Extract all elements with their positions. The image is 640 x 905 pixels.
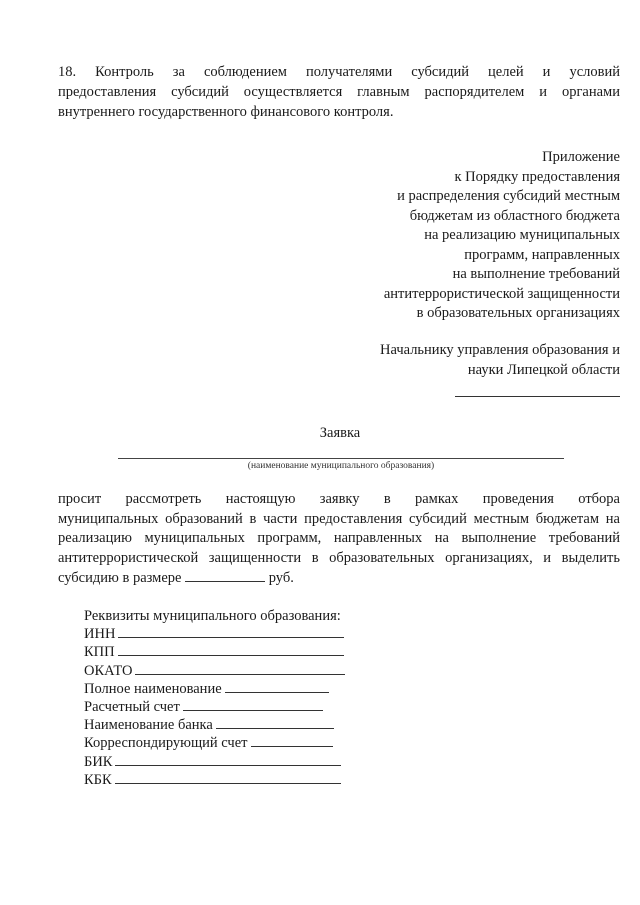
municipality-name-caption: (наименование муниципального образования)	[247, 461, 435, 471]
appendix-line: к Порядку предоставления	[454, 168, 620, 185]
request-line: антитеррористической защищенности в образовательных организациях, и выделить	[58, 549, 620, 566]
paragraph-18-line: предоставления субсидий осуществляется главным распорядителем и органами	[58, 84, 620, 100]
requisite-blank	[183, 698, 323, 711]
requisite-row-corr-account	[84, 734, 384, 752]
requisite-row-account	[84, 698, 384, 716]
paragraph-18-line: 18. Контроль за соблюдением получателями субсидий целей и условий	[58, 64, 620, 80]
requisite-row-kbk	[84, 771, 384, 789]
requisite-blank	[135, 662, 345, 675]
addressee	[320, 340, 620, 403]
requisite-label: ИНН	[84, 626, 116, 643]
appendix-line: и распределения субсидий местным	[397, 188, 620, 204]
request-amount-line	[58, 568, 620, 589]
requisite-label: КПП	[84, 644, 115, 661]
requisite-blank	[216, 716, 334, 729]
requisite-label: КБК	[84, 771, 112, 788]
requisite-blank	[118, 643, 344, 656]
appendix-line: на выполнение требований	[452, 266, 620, 282]
request-line: муниципальных образований в части предоставления субсидий местным бюджетам на	[58, 510, 620, 527]
requisite-label: ОКАТО	[84, 662, 133, 679]
appendix-header	[320, 148, 620, 324]
requisite-row-bik	[84, 753, 384, 771]
requisite-label: Наименование банка	[84, 717, 213, 734]
request-line: просит рассмотреть настоящую заявку в рамках проведения отбора	[58, 491, 620, 507]
requisite-blank	[251, 734, 333, 747]
request-line: реализацию муниципальных программ, направленных на выполнение требований	[58, 530, 620, 546]
amount-blank	[185, 568, 265, 582]
requisite-blank	[225, 680, 329, 693]
request-paragraph	[58, 490, 620, 589]
requisite-row-okato	[84, 662, 384, 680]
requisite-row-kpp	[84, 643, 384, 661]
paragraph-18-line: внутреннего государственного финансового контроля.	[58, 104, 394, 120]
appendix-line: в образовательных организациях	[416, 305, 620, 321]
appendix-line: Приложение	[542, 149, 620, 165]
requisite-row-full-name	[84, 680, 384, 698]
appendix-line: антитеррористической защищенности	[383, 285, 620, 302]
requisite-label: Расчетный счет	[84, 699, 180, 716]
addressee-signature-line	[455, 382, 620, 397]
requisite-blank	[118, 625, 344, 638]
addressee-line: науки Липецкой области	[467, 362, 620, 378]
amount-prefix: субсидию в размере	[58, 570, 182, 586]
requisites-section	[84, 607, 384, 789]
application-title: Заявка	[319, 425, 361, 441]
requisite-label: Корреспондирующий счет	[84, 735, 248, 752]
requisites-heading: Реквизиты муниципального образования:	[84, 608, 341, 624]
requisite-row-inn	[84, 625, 384, 643]
municipality-name-line	[118, 458, 564, 459]
appendix-line: на реализацию муниципальных	[424, 227, 620, 243]
requisite-blank	[115, 771, 341, 784]
appendix-line: бюджетам из областного бюджета	[409, 207, 620, 224]
amount-suffix: руб.	[268, 570, 294, 586]
appendix-line: программ, направленных	[464, 246, 620, 263]
requisite-label: БИК	[84, 753, 113, 770]
requisite-row-bank	[84, 716, 384, 734]
addressee-line: Начальнику управления образования и	[380, 342, 620, 358]
requisite-blank	[115, 753, 341, 766]
requisite-label: Полное наименование	[84, 680, 222, 697]
paragraph-18	[58, 62, 620, 122]
